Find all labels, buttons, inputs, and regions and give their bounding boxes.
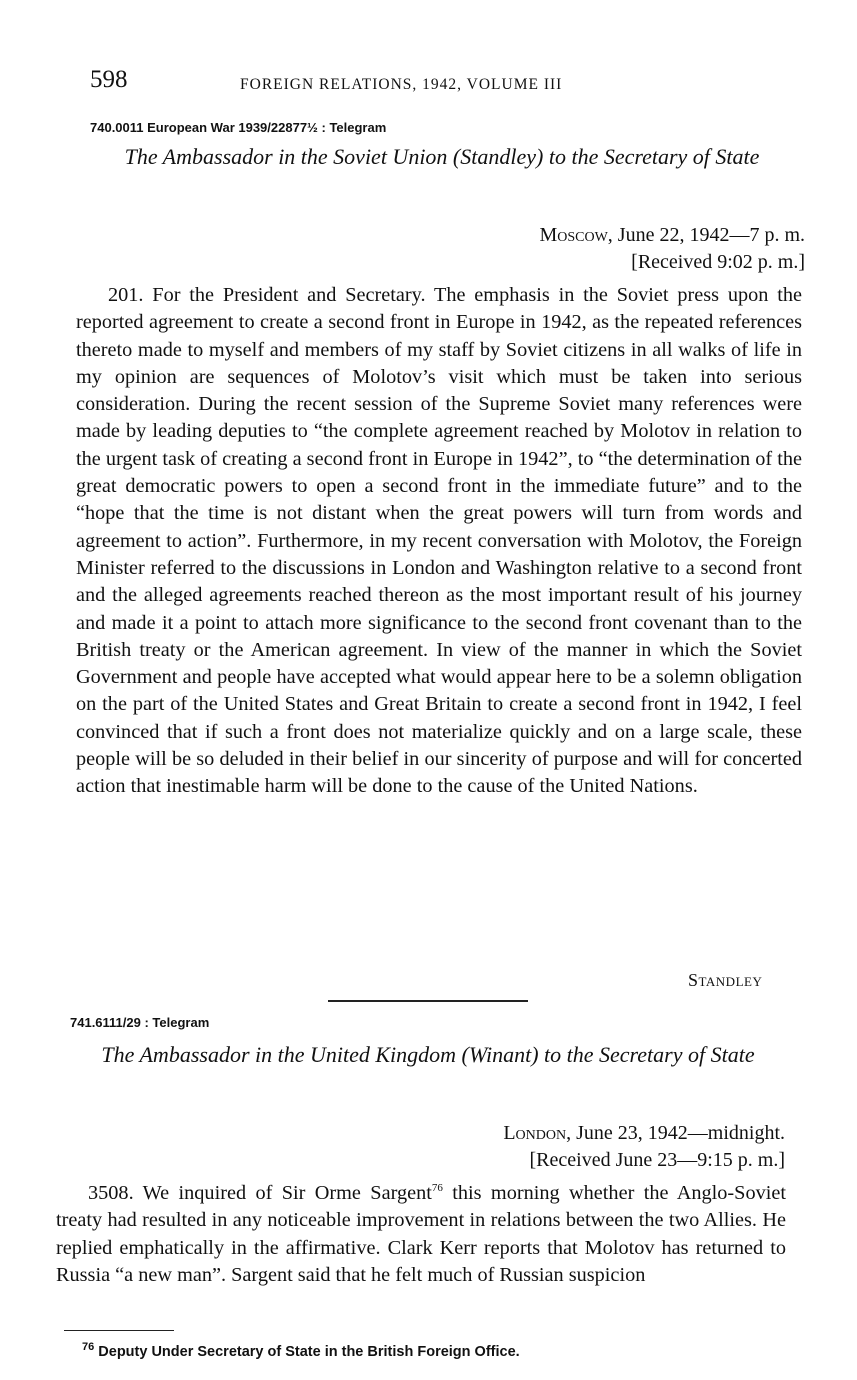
file-reference: 741.6111/29 : Telegram — [70, 1015, 210, 1030]
place-name: Moscow — [539, 224, 608, 246]
footnote-rule — [64, 1330, 174, 1331]
date-time: , June 22, 1942—7 p. m. — [607, 224, 805, 246]
place-name: London — [503, 1122, 567, 1144]
document-title: The Ambassador in the Soviet Union (Standley) to the Secretary of State — [124, 144, 760, 169]
telegram-body: 201. For the President and Secretary. The emphasis in the Soviet press upon the reported agreement to create a second front in Europe in 1942, as the repeated references thereto made to myself and members of my staff by Soviet citizens in all walks of life in my opinion are sequences of Molotov’s visit which must be taken into serious consideration. During the recent session of the Supreme Soviet many references were made by leading deputies to “the complete agreement reached by Molotov in relation to the urgent task of creating a second front in Europe in 1942”, to “the determination of the great democratic powers to open a second front in the immediate future” and to the “hope that the time is not distant when the great powers will turn from words and agreement to action”. Furthermore, in my recent conversation with Molotov, the Foreign Minister referred to the discussions in London and Washington relative to a second front and the alleged agreements reached thereon as the most important result of his journey and made it a point to attach more significance to the second front covenant than to the British treaty or the American agreement. In view of the manner in which the Soviet Government and people have accepted what would appear here to be a solemn obligation on the part of the United States and Great Britain to create a second front in 1942, I feel convinced that if such a front does not materialize quickly and on a large scale, these people will be so deluded in their belief in our sincerity of purpose and will for concerted action that inestimable harm will be done to the cause of the United Nations. — [76, 284, 802, 798]
file-reference: 740.0011 European War 1939/22877½ : Telegram — [90, 120, 387, 135]
dateline — [385, 1120, 785, 1174]
footnote-reference[interactable]: 76 — [431, 1182, 443, 1195]
body-text-end: this morning whether the Anglo-Soviet treaty had resulted in any noticeable improvement in relations between the two Allies. He replied emphatically in the affirmative. Clark Kerr reports that Molotov has returned to Russia “a new man”. Sargent said that he felt much of Russian suspicion — [56, 1182, 787, 1286]
received-time: [Received 9:02 p. m.] — [631, 251, 805, 273]
place-date — [385, 1120, 785, 1147]
running-title: FOREIGN RELATIONS, 1942, VOLUME III — [240, 76, 563, 93]
date-time: , June 23, 1942—midnight. — [566, 1122, 785, 1144]
body-text-start: 3508. We inquired of Sir Orme Sargent — [88, 1182, 432, 1204]
received-time: [Received June 23—9:15 p. m.] — [529, 1149, 785, 1171]
page-number: 598 — [90, 66, 128, 93]
running-head — [90, 66, 790, 100]
footnote-mark: 76 — [82, 1341, 95, 1354]
place-date — [405, 222, 805, 249]
dateline — [405, 222, 805, 276]
section-divider — [328, 1000, 528, 1002]
telegram-body — [56, 1180, 786, 1289]
footnote — [82, 1341, 520, 1360]
document-title: The Ambassador in the United Kingdom (Winant) to the Secretary of State — [101, 1042, 755, 1067]
footnote-text: Deputy Under Secretary of State in the British Foreign Office. — [94, 1344, 520, 1360]
signature: Standley — [688, 970, 763, 990]
